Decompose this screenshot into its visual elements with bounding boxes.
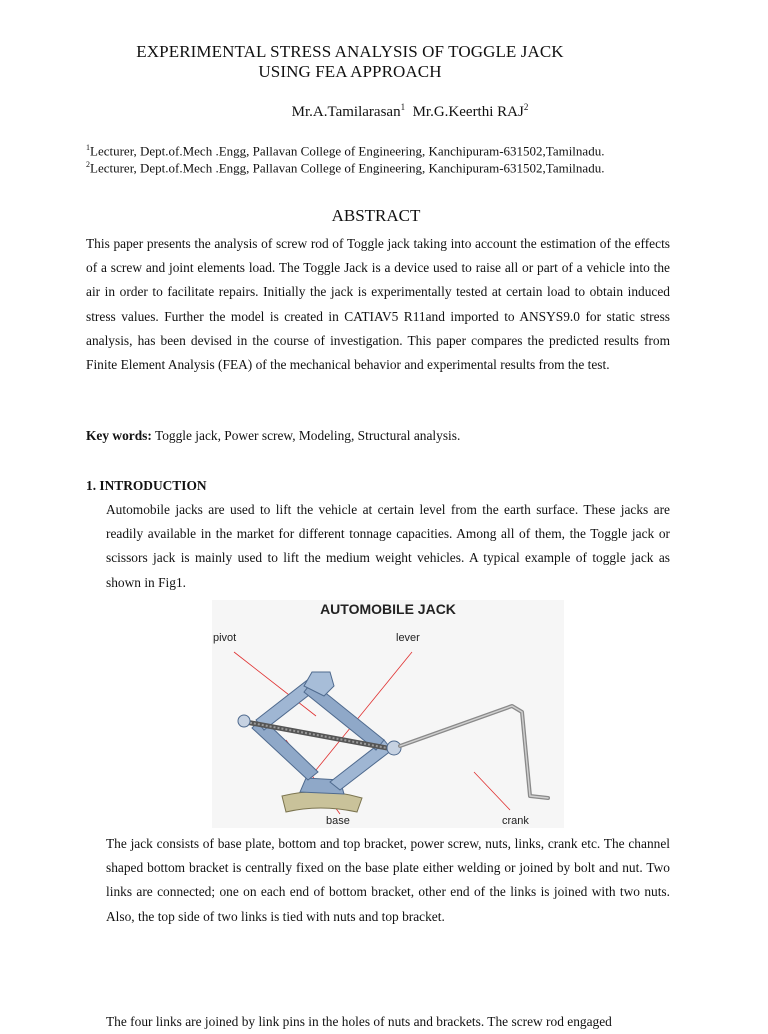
abstract-heading: ABSTRACT [331, 206, 421, 225]
affiliation-2-text: Lecturer, Dept.of.Mech .Engg, Pallavan College of Engineering, Kanchipuram-631502,Tamilnadu. [90, 160, 605, 176]
jack-base-plate [282, 791, 362, 812]
figure-label-pivot: pivot [213, 632, 237, 644]
figure-label-lever: lever [396, 632, 420, 644]
author-1-sup: 1 [400, 102, 406, 112]
jack-crank-highlight [400, 706, 548, 798]
intro-paragraph-3: The four links are joined by link pins in the holes of nuts and brackets. The screw rod engaged [106, 1014, 612, 1029]
keywords-label: Key words: [86, 428, 152, 443]
author-2-sup: 2 [523, 102, 529, 112]
keywords [86, 428, 460, 444]
intro-paragraph-2: The jack consists of base plate, bottom and top bracket, power screw, nuts, links, crank etc. The channel shaped bottom bracket is centrally fixed on the base plate either welding or joined by bolt and nut. Two links are connected; one on each end of bottom bracket, other end of the links is joined with two nuts. Also, the top side of two links is tied with nuts and top bracket. [106, 836, 670, 924]
affiliation-1-text: Lecturer, Dept.of.Mech .Engg, Pallavan College of Engineering, Kanchipuram-631502,Tamilnadu. [90, 143, 605, 159]
jack-illustration [212, 600, 564, 828]
author-2: Mr.G.Keerthi RAJ [412, 104, 524, 120]
title-line-2: USING FEA APPROACH [258, 62, 442, 81]
figure-label-crank: crank [502, 815, 529, 827]
figure-title: AUTOMOBILE JACK [320, 601, 456, 617]
title-line-1: EXPERIMENTAL STRESS ANALYSIS OF TOGGLE JACK [136, 42, 564, 61]
crank-leader-line [474, 772, 510, 810]
figure-automobile-jack [212, 600, 564, 828]
affiliation-2 [86, 157, 604, 176]
affiliation-2-sup: 2 [86, 160, 90, 169]
jack-left-nut [238, 715, 250, 727]
abstract-text: This paper presents the analysis of screw rod of Toggle jack taking into account the estimation of the effects of a screw and joint elements load. The Toggle Jack is a device used to raise all or part of a vehicle into the air in order to facilitate repairs. Initially the jack is experimentally tested at certain load to obtain induced stress values. Further the model is created in CATIAV5 R11and imported to ANSYS9.0 for static stress analysis, has been devised in the course of investigation. This paper compares the predicted results from Finite Element Analysis (FEA) of the mechanical behavior and experimental results from the test. [86, 236, 670, 373]
affiliation-1-sup: 1 [86, 143, 90, 152]
author-line [0, 102, 768, 121]
keywords-text: Toggle jack, Power screw, Modeling, Structural analysis. [151, 428, 461, 443]
section-1-heading: 1. INTRODUCTION [86, 478, 207, 493]
author-1: Mr.A.Tamilarasan [291, 104, 401, 120]
intro-paragraph-1: Automobile jacks are used to lift the vehicle at certain level from the earth surface. These jacks are readily available in the market for different tonnage capacities. Among all of them, the Toggle jack or scissors jack is mainly used to lift the medium weight vehicles. A typical example of toggle jack as shown in Fig1. [106, 502, 670, 590]
paper-title [0, 42, 700, 82]
jack-right-nut [387, 741, 401, 755]
figure-label-base: base [326, 815, 350, 827]
